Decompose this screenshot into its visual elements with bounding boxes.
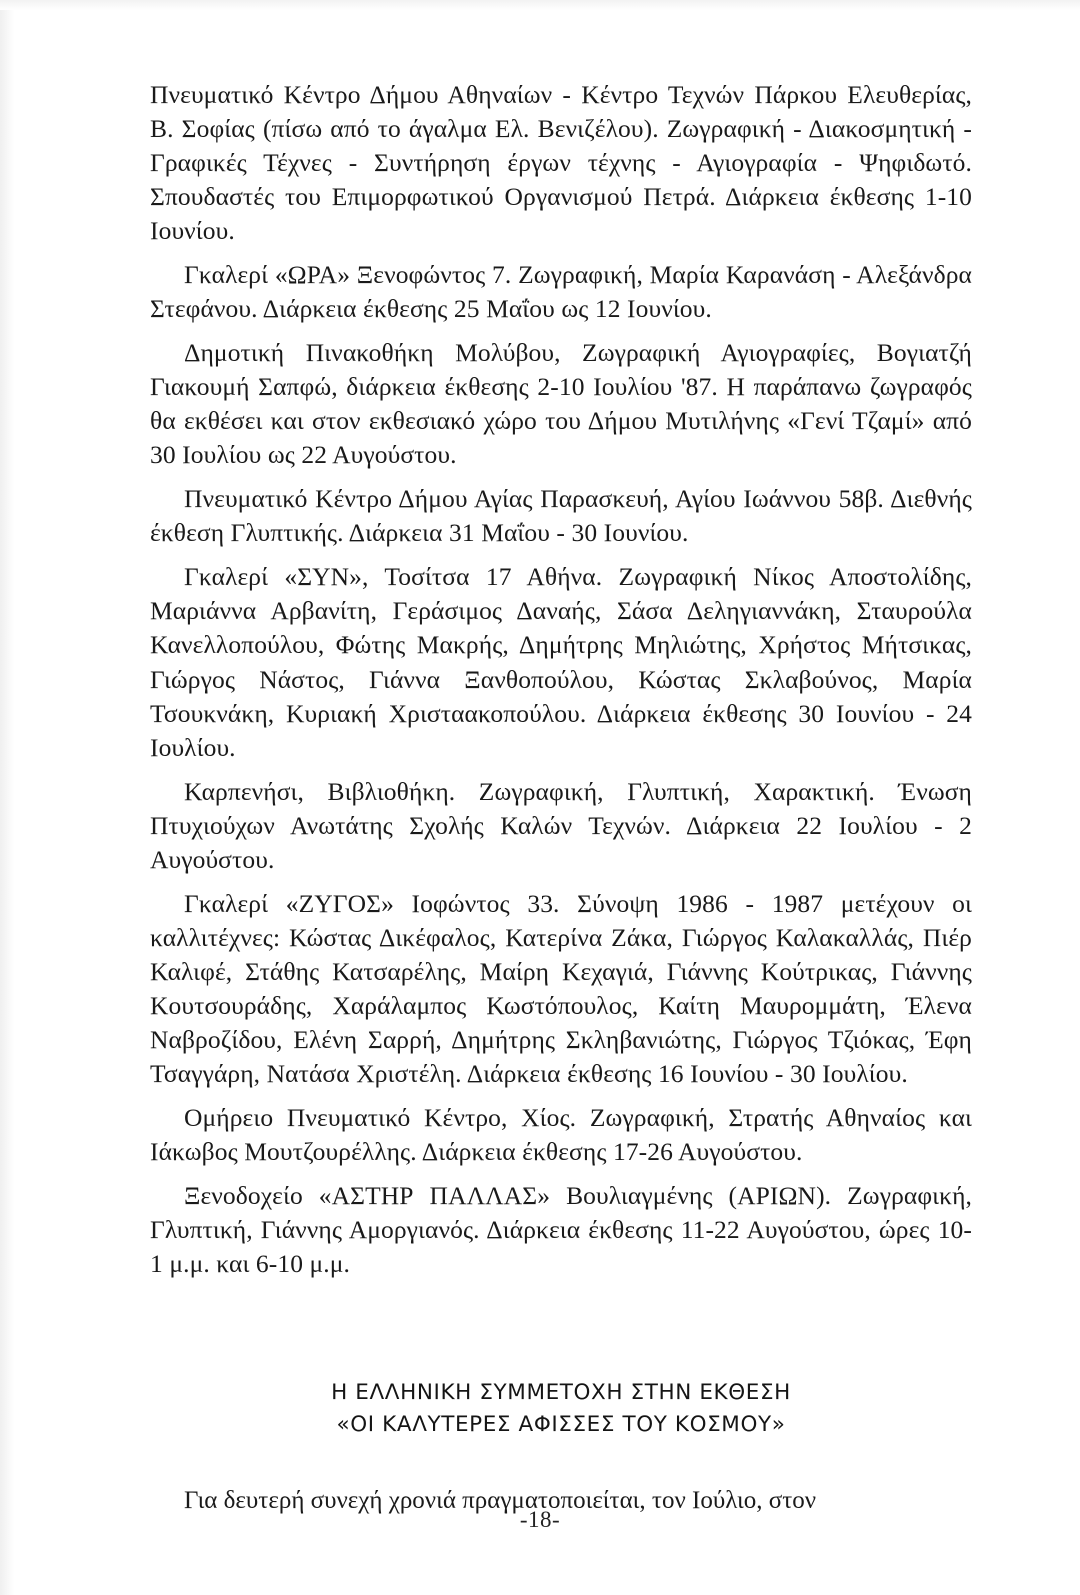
section-heading-line-2: «ΟΙ ΚΑΛΥΤΕΡΕΣ ΑΦΙΣΣΕΣ ΤΟΥ ΚΟΣΜΟΥ»: [336, 1412, 786, 1438]
paragraph-9: Ξενοδοχείο «ΑΣΤΗΡ ΠΑΛΛΑΣ» Βουλιαγμένης (ΑΡΙΩΝ). Ζωγραφική, Γλυπτική, Γιάννης Αμοργιανός. Διάρκεια έκθεσης 11-22 Αυγούστου, ώρες 10-1 μ.μ. και 6-10 μ.μ.: [150, 1180, 972, 1278]
paragraph-4: Πνευματικό Κέντρο Δήμου Αγίας Παρασκευή, Αγίου Ιωάννου 58β. Διεθνής έκθεση Γλυπτικής. Διάρκεια 31 Μαΐου - 30 Ιουνίου.: [150, 484, 972, 548]
section-heading: [150, 1377, 972, 1442]
section-heading-line-1: Η ΕΛΛΗΝΙΚΗ ΣΥΜΜΕΤΟΧΗ ΣΤΗΝ ΕΚΘΕΣΗ: [331, 1380, 791, 1406]
closing-paragraph: Για δευτερή συνεχή χρονιά πραγματοποιείται, τον Ιούλιο, στον: [184, 1486, 817, 1514]
paragraph-7: Γκαλερί «ΖΥΓΟΣ» Ιοφώντος 33. Σύνοψη 1986 - 1987 μετέχουν οι καλλιτέχνες: Κώστας Δικέφαλος, Κατερίνα Ζάκα, Γιώργος Καλακαλλάς, Πιέρ Καλιφέ, Στάθης Κατσαρέλης, Μαίρη Κεχαγιά, Γιάννης Κούτρικας, Γιάννης Κουτσουράδης, Χαράλαμπος Κωστόπουλος, Καίτη Μαυρομμάτη, Έλενα Ναβροζίδου, Ελένη Σαρρή, Δημήτρης Σκληβανιώτης, Γιώργος Τζιόκας, Έφη Τσαγγάρη, Νατάσα Χριστέλη. Διάρκεια έκθεσης 16 Ιουνίου - 30 Ιουλίου.: [150, 888, 972, 1088]
page-number: -18-: [519, 1507, 561, 1532]
paragraph-6: Καρπενήσι, Βιβλιοθήκη. Ζωγραφική, Γλυπτική, Χαρακτική. Ένωση Πτυχιούχων Ανωτάτης Σχολής Καλών Τεχνών. Διάρκεια 22 Ιουλίου - 2 Αυγούστου.: [150, 776, 972, 874]
paragraph-3: Δημοτική Πινακοθήκη Μολύβου, Ζωγραφική Αγιογραφίες, Βογιατζή Γιακουμή Σαπφώ, διάρκεια έκθεσης 2-10 Ιουλίου '87. Η παράπανω ζωγραφός θα εκθέσει και στον εκθεσιακό χώρο του Δήμου Μυτιλήνης «Γενί Τζαμί» από 30 Ιουλίου ως 22 Αυγούστου.: [150, 338, 972, 470]
paragraph-5: Γκαλερί «ΣΥΝ», Τοσίτσα 17 Αθήνα. Ζωγραφική Νίκος Αποστολίδης, Μαριάννα Αρβανίτη, Γεράσιμος Δαναής, Σάσα Δεληγιαννάκη, Σταυρούλα Κανελλοπούλου, Φώτης Μακρής, Δημήτρης Μηλιώτης, Χρήστος Μήτσικας, Γιώργος Νάστος, Γιάννα Ξανθοπούλου, Κώστας Σκλαβούνος, Μαρία Τσουκνάκη, Κυριακή Χρισταακοπούλου. Διάρκεια έκθεσης 30 Ιουνίου - 24 Ιουλίου.: [150, 562, 972, 762]
paragraph-8: Ομήρειο Πνευματικό Κέντρο, Χίος. Ζωγραφική, Στρατής Αθηναίος και Ιάκωβος Μουτζουρέλλης. Διάρκεια έκθεσης 17-26 Αυγούστου.: [150, 1102, 972, 1166]
paragraph-2: Γκαλερί «ΩΡΑ» Ξενοφώντος 7. Ζωγραφική, Μαρία Καρανάση - Αλεξάνδρα Στεφάνου. Διάρκεια έκθεσης 25 Μαΐου ως 12 Ιουνίου.: [150, 260, 972, 324]
body-text-column: [150, 78, 972, 1281]
paragraph-1: Πνευματικό Κέντρο Δήμου Αθηναίων - Κέντρο Τεχνών Πάρκου Ελευθερίας, Β. Σοφίας (πίσω από το άγαλμα Ελ. Βενιζέλου). Ζωγραφική - Διακοσμητική - Γραφικές Τέχνες - Συντήρηση έργων τέχνης - Αγιογραφία - Ψηφιδωτό. Σπουδαστές του Επιμορφωτικού Οργανισμού Πετρά. Διάρκεια έκθεσης 1-10 Ιουνίου.: [150, 80, 972, 246]
